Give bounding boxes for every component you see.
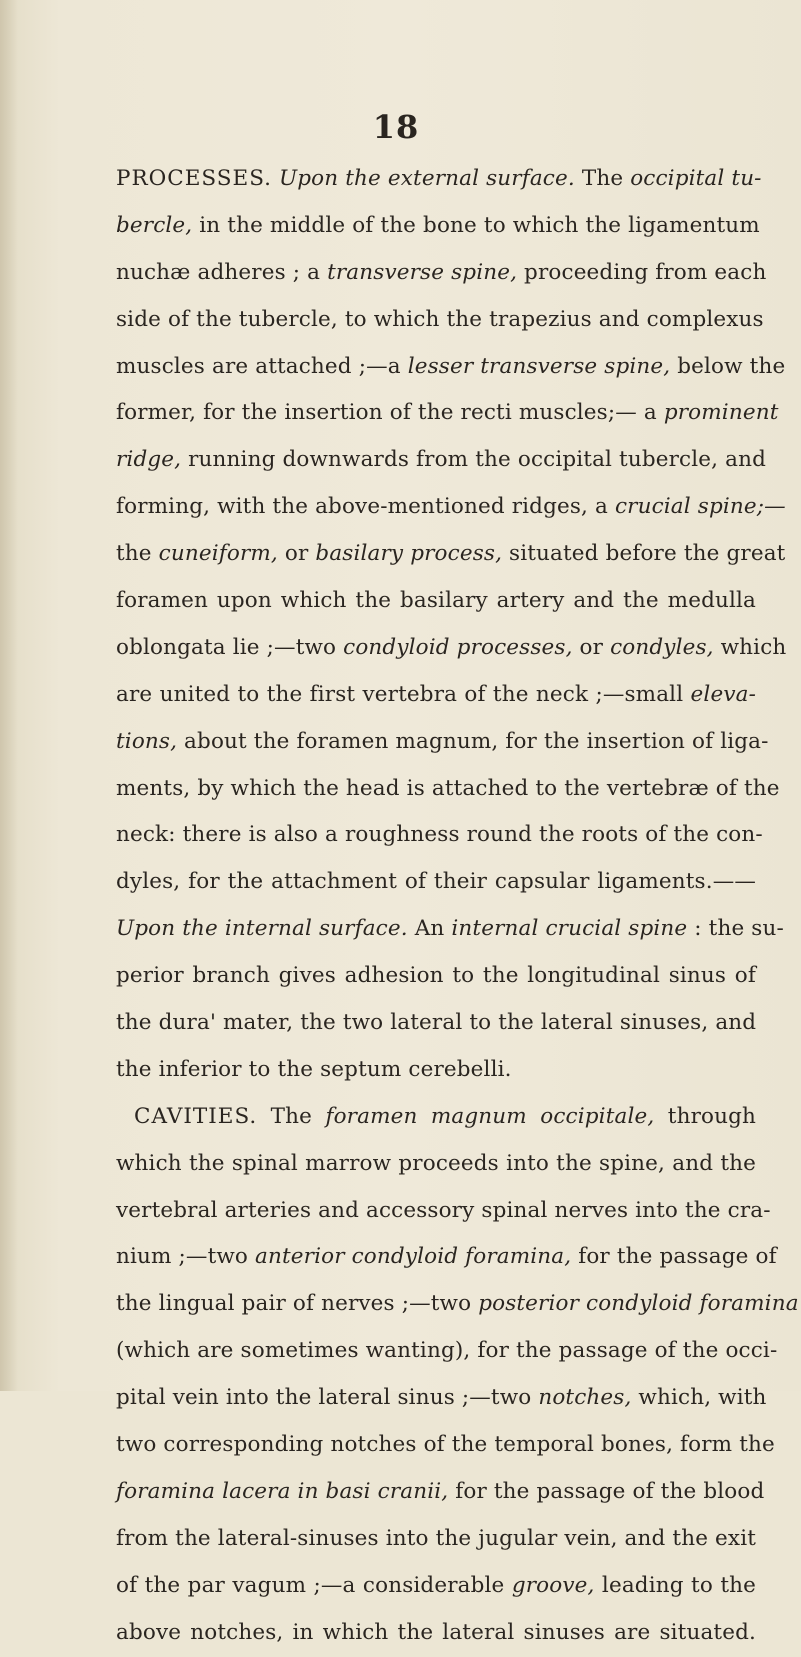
text-line: pital vein into the lateral sinus ;—two notches, which, with — [116, 1385, 767, 1411]
text-line: the lingual pair of nerves ;—two posterior condyloid foramina — [116, 1291, 799, 1317]
subheading-internal: Upon the internal surface. — [116, 916, 408, 942]
text-line: (which are sometimes wanting), for the passage of the occi- — [116, 1338, 778, 1364]
page-number: 18 — [372, 108, 420, 146]
text-line: vertebral arteries and accessory spinal nerves into the cra- — [116, 1197, 771, 1223]
text-line: Upon the internal surface. An internal crucial spine : the su- — [116, 916, 784, 942]
text-line: perior branch gives adhesion to the longitudinal sinus of — [116, 963, 756, 989]
page-gutter-shadow — [0, 0, 18, 1391]
text-line: foramen upon which the basilary artery and the medulla — [116, 588, 756, 614]
text-line: ments, by which the head is attached to the vertebræ of the — [116, 775, 780, 801]
text-line: foramina lacera in basi cranii, for the passage of the blood — [116, 1478, 765, 1504]
text-line: CAVITIES. The foramen magnum occipitale, through — [134, 1103, 756, 1129]
text-line: from the lateral-sinuses into the jugular vein, and the exit — [116, 1525, 757, 1551]
text-line: PROCESSES. Upon the external surface. The occipital tu- — [116, 166, 762, 191]
text-line: bercle, in the middle of the bone to which the ligamentum — [116, 212, 760, 238]
heading-processes: PROCESSES. — [116, 166, 272, 191]
text-line: muscles are attached ;—a lesser transverse spine, below the — [116, 353, 786, 379]
text-line: forming, with the above-mentioned ridges, a crucial spine;— — [116, 494, 786, 520]
text-line: above notches, in which the lateral sinuses are situated. — [116, 1619, 756, 1645]
text-line: the cuneiform, or basilary process, situated before the great — [116, 541, 786, 567]
text-line: nium ;—two anterior condyloid foramina, for the passage of — [116, 1244, 777, 1270]
text-line: the dura' mater, the two lateral to the lateral sinuses, and — [116, 1010, 757, 1036]
text-line: are united to the first vertebra of the neck ;—small eleva- — [116, 681, 756, 707]
text-line: oblongata lie ;—two condyloid processes, or condyles, which — [116, 634, 787, 660]
text-line: nuchæ adheres ; a transverse spine, proceeding from each — [116, 259, 767, 285]
body-text — [116, 156, 799, 1657]
text-line: ridge, running downwards from the occipital tubercle, and — [116, 447, 766, 473]
text-line: two corresponding notches of the temporal bones, form the — [116, 1432, 775, 1458]
text-line: former, for the insertion of the recti muscles;— a prominent — [116, 400, 779, 426]
text-line: which the spinal marrow proceeds into the spine, and the — [116, 1150, 756, 1176]
text-line: dyles, for the attachment of their capsular ligaments.—— — [116, 869, 756, 895]
heading-cavities: CAVITIES. — [134, 1103, 258, 1129]
text-line: side of the tubercle, to which the trapezius and complexus — [116, 306, 764, 332]
text-line: neck: there is also a roughness round the roots of the con- — [116, 822, 763, 848]
text-line: the inferior to the septum cerebelli. — [116, 1056, 512, 1082]
text-line: of the par vagum ;—a considerable groove, leading to the — [116, 1572, 756, 1598]
subheading-external: Upon the external surface. — [278, 166, 575, 191]
text-line: tions, about the foramen magnum, for the insertion of liga- — [116, 728, 769, 754]
